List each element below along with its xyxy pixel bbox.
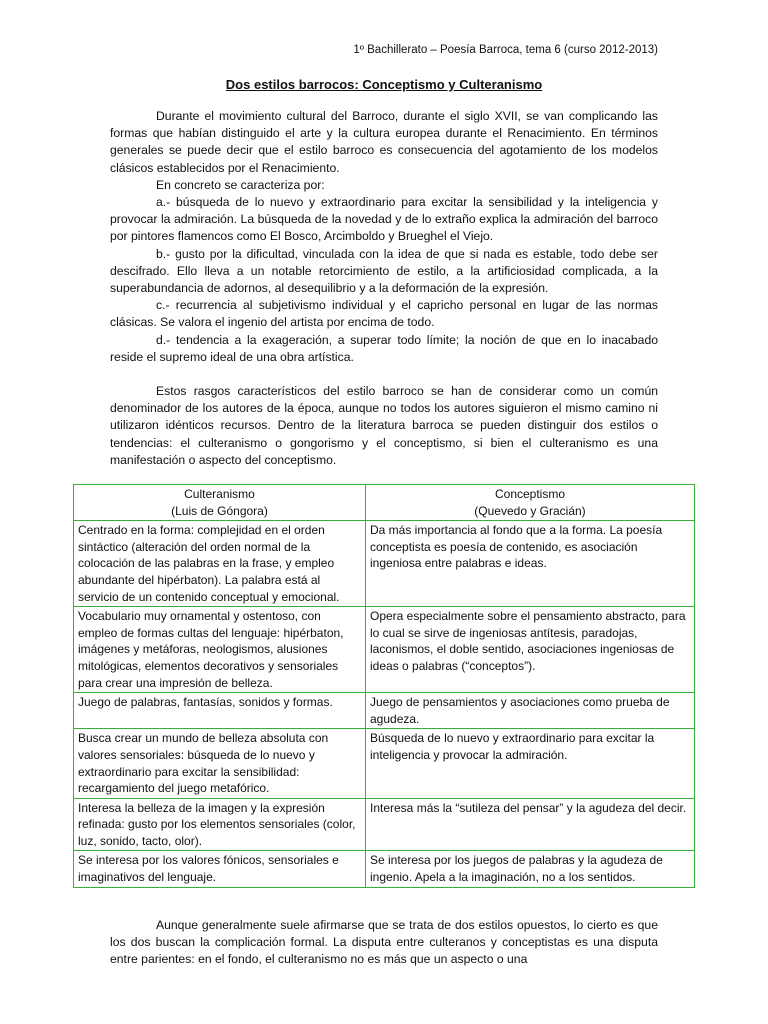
characteristic-a: a.- búsqueda de lo nuevo y extraordinario para excitar la sensibilidad y la inteligencia y provocar la admiración. La búsqueda de la novedad y de lo extraño explica la admiración del barroco por pintores flamencos como El Bosco, Arcimboldo y Brueghel el Viejo. [110,195,658,244]
characteristic-d: d.- tendencia a la exageración, a superar todo límite; la noción de que en lo inacabado reside el supremo ideal de una obra artística. [110,332,658,364]
table-cell: Interesa la belleza de la imagen y la expresión refinada: gusto por los elementos sensoriales (color, luz, sonido, tacto, olor). [74,798,366,851]
header-culteranismo-name: Culteranismo [184,487,255,501]
intro-section [110,108,658,469]
header-culteranismo [74,485,366,521]
table-cell: Juego de pensamientos y asociaciones como prueba de agudeza. [366,693,695,729]
table-cell: Centrado en la forma: complejidad en el orden sintáctico (alteración del orden normal de la colocación de las palabras en la frase, y empleo abundante del hipérbaton). La palabra está al servicio de un contenido conceptual y emocional. [74,521,366,607]
course-header: 1º Bachillerato – Poesía Barroca, tema 6 (curso 2012-2013) [353,44,658,56]
closing-section [110,917,658,969]
intro-paragraph: Durante el movimiento cultural del Barroco, durante el siglo XVII, se van complicando las formas que habían distinguido el arte y la cultura europea durante el Renacimiento. En términos generales se puede decir que el estilo barroco es consecuencia del agotamiento de los modelos clásicos establecidos por el Renacimiento. [110,109,658,175]
table-header-row [74,485,695,521]
table-cell: Se interesa por los valores fónicos, sensoriales e imaginativos del lenguaje. [74,851,366,887]
table-row [74,607,695,693]
table-row [74,798,695,851]
table-cell: Juego de palabras, fantasías, sonidos y formas. [74,693,366,729]
header-culteranismo-author: (Luis de Góngora) [171,503,268,518]
table-row [74,693,695,729]
table-cell: Búsqueda de lo nuevo y extraordinario para excitar la inteligencia y provocar la admiración. [366,729,695,798]
comparison-table [73,484,695,888]
document-title: Dos estilos barrocos: Conceptismo y Culteranismo [225,77,543,92]
table-cell: Opera especialmente sobre el pensamiento abstracto, para lo cual se sirve de ingeniosas antítesis, paradojas, laconismos, el doble sentido, asociaciones ingeniosas de ideas o palabras (“conceptos”). [366,607,695,693]
table-cell: Se interesa por los juegos de palabras y la agudeza de ingenio. Apela a la imaginación, no a los sentidos. [366,851,695,887]
characteristics-lead: En concreto se caracteriza por: [156,177,325,192]
table-row [74,729,695,798]
table-cell: Vocabulario muy ornamental y ostentoso, con empleo de formas cultas del lenguaje: hipérbaton, imágenes y metáforas, neologismos, alusiones mitológicas, elementos decorativos y sensoriales para crear una impresión de belleza. [74,607,366,693]
characteristic-c: c.- recurrencia al subjetivismo individual y el capricho personal en lugar de las normas clásicas. Se valora el ingenio del artista por encima de todo. [110,298,658,330]
header-conceptismo [366,485,695,521]
characteristic-b: b.- gusto por la dificultad, vinculada con la idea de que si nada es estable, todo debe ser descifrado. Ello lleva a un notable retorcimiento de estilo, a la artificiosidad complicada, a la superabundancia de adornos, al desequilibrio y a la deformación de la expresión. [110,246,658,296]
header-conceptismo-author: (Quevedo y Gracián) [474,503,586,518]
table-row [74,521,695,607]
table-cell: Interesa más la “sutileza del pensar” y la agudeza del decir. [366,798,695,851]
closing-paragraph: Aunque generalmente suele afirmarse que se trata de dos estilos opuestos, lo cierto es que los dos buscan la complicación formal. La disputa entre culteranos y conceptistas es una disputa entre parientes: en el fondo, el culteranismo no es más que un aspecto o una [110,918,658,967]
styles-paragraph: Estos rasgos característicos del estilo barroco se han de considerar como un común denominador de los autores de la época, aunque no todos los autores siguieron el mismo camino ni utilizaron idénticos recursos. Dentro de la literatura barroca se pueden distinguir dos estilos o tendencias: el culteranismo o gongorismo y el conceptismo, si bien el culteranismo es una manifestación o aspecto del conceptismo. [110,384,658,467]
table-cell: Da más importancia al fondo que a la forma. La poesía conceptista es poesía de contenido, es asociación ingeniosa entre palabras e ideas. [366,521,695,607]
table-row [74,851,695,887]
header-conceptismo-name: Conceptismo [494,487,566,501]
table-cell: Busca crear un mundo de belleza absoluta con valores sensoriales: búsqueda de lo nuevo y extraordinario para excitar la sensibilidad: recargamiento del juego metafórico. [74,729,366,798]
